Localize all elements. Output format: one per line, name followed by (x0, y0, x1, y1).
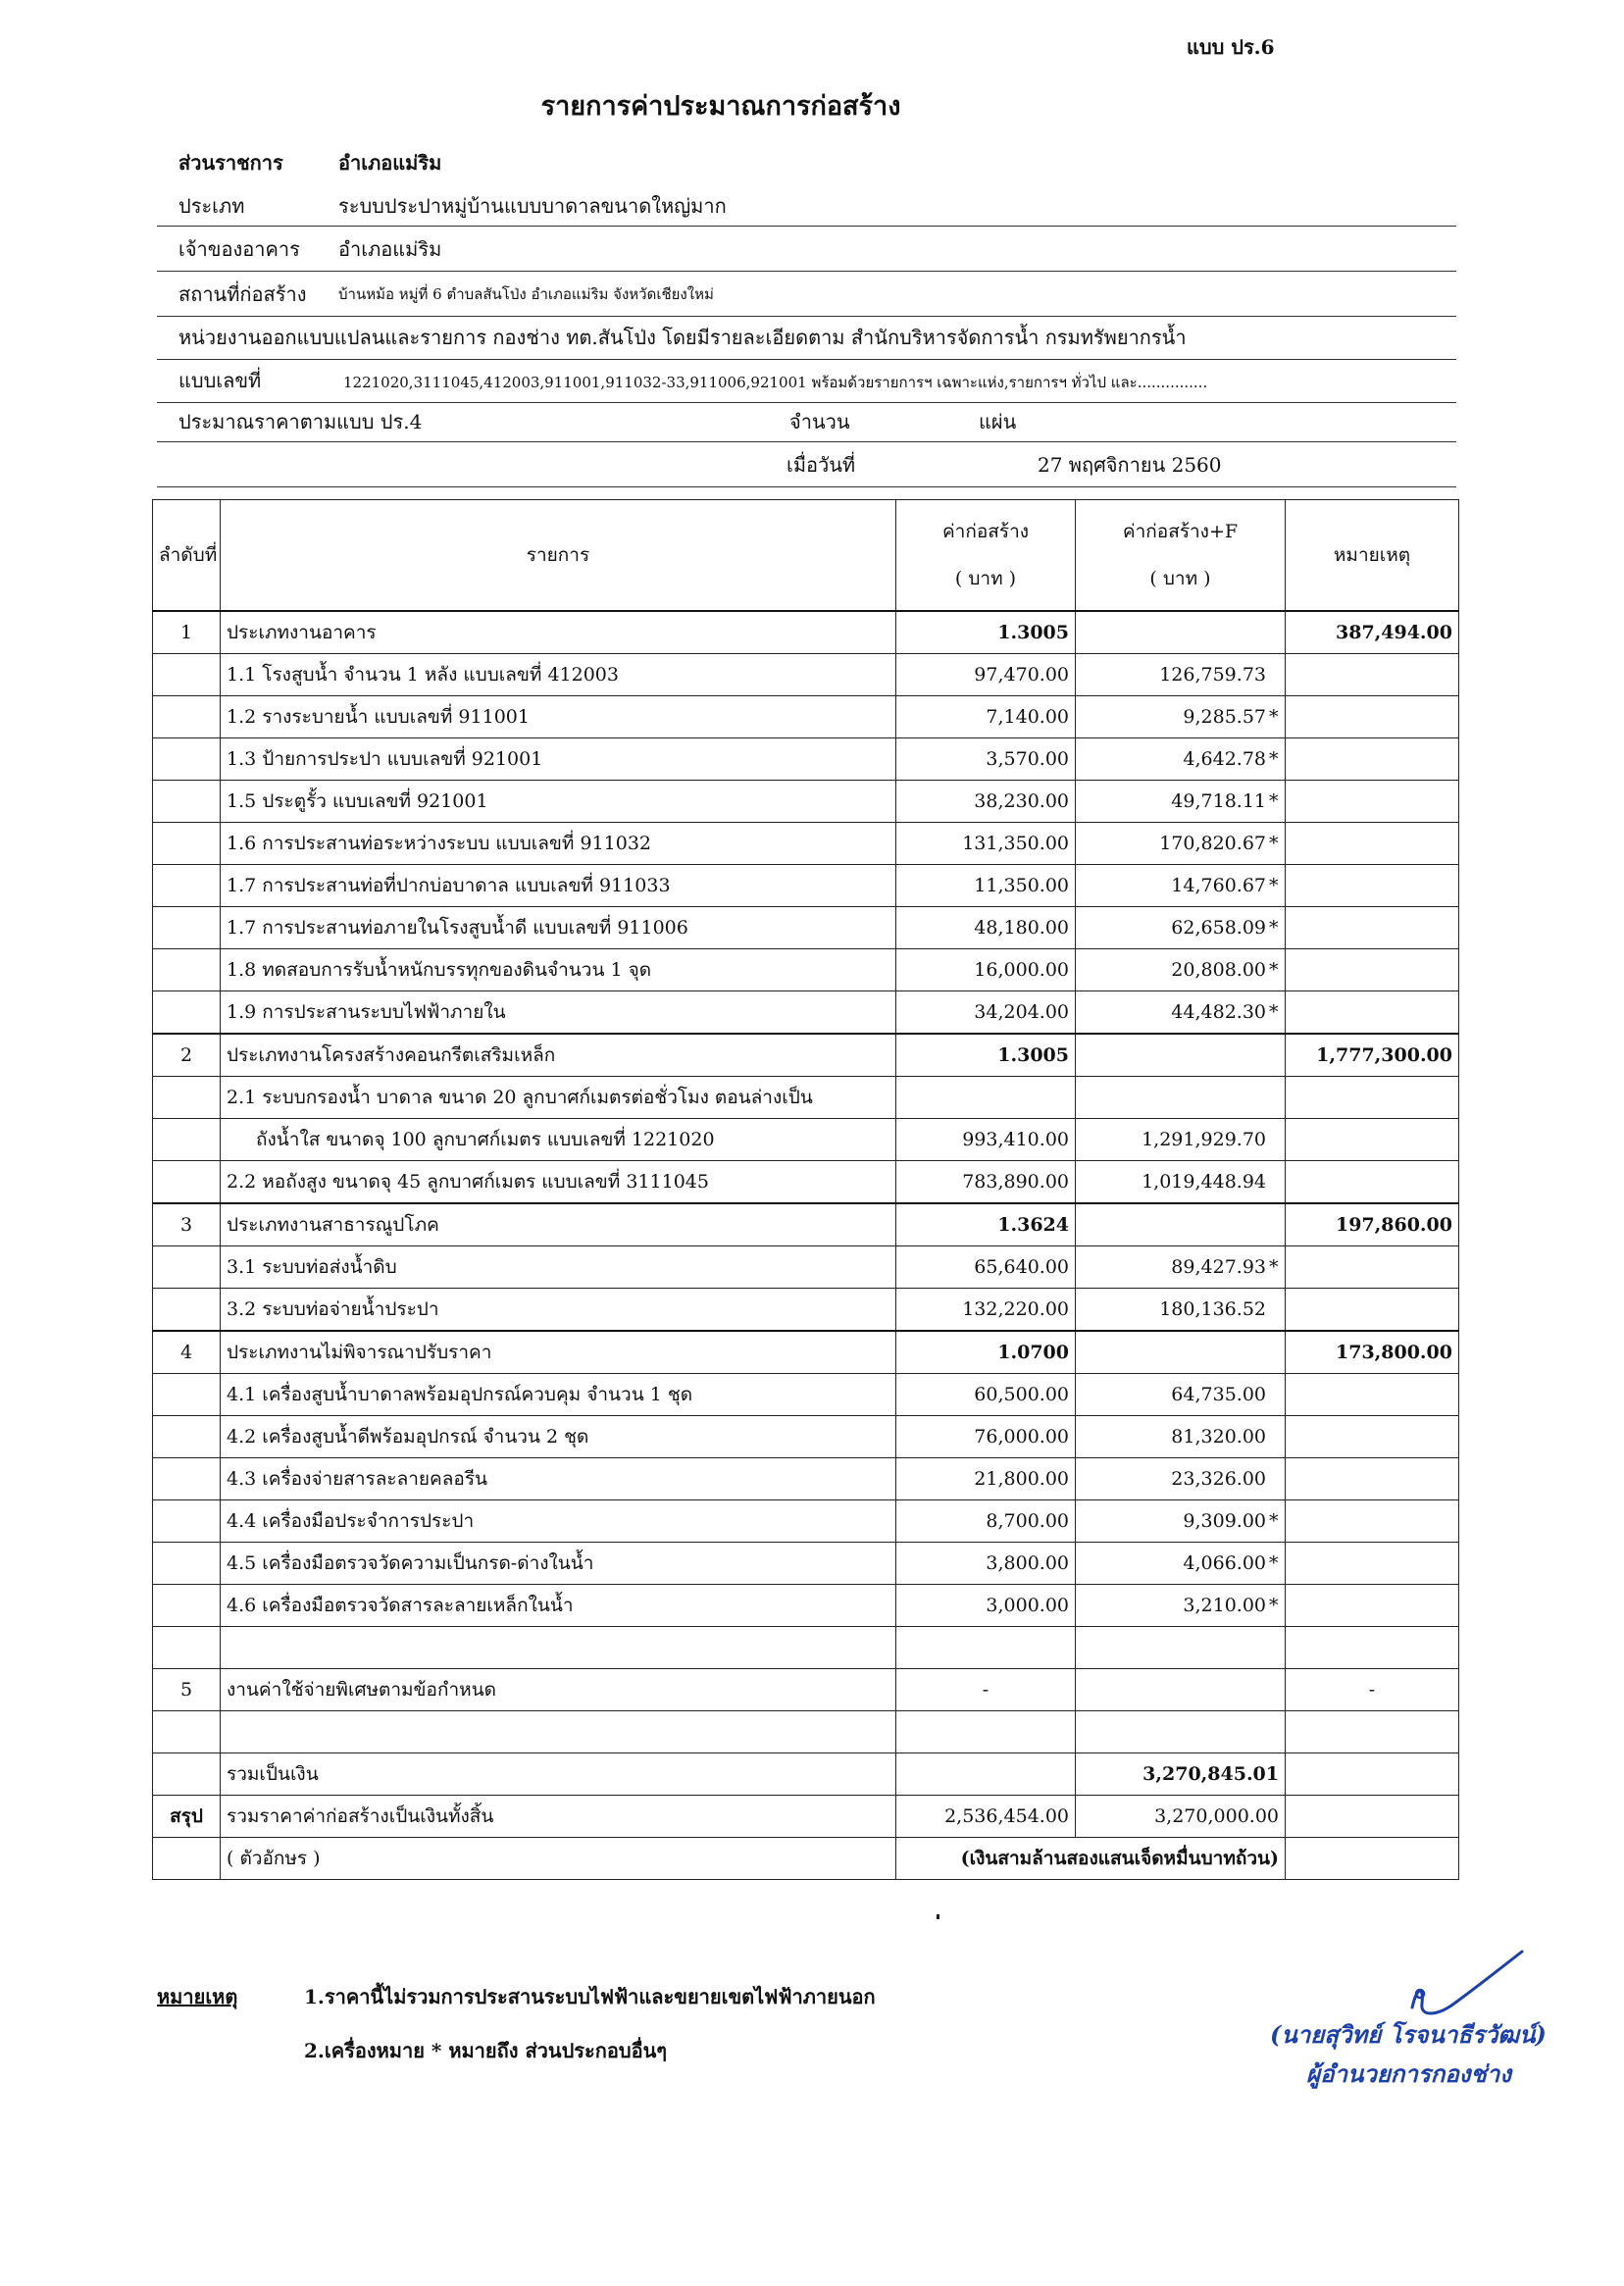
row-remark (1286, 781, 1459, 823)
row-no (153, 1543, 221, 1585)
row-cost-f (1076, 1500, 1286, 1543)
row-cost: 3,570.00 (896, 738, 1076, 781)
note-2: 2.เครื่องหมาย * หมายถึง ส่วนประกอบอื่นๆ (304, 2039, 667, 2062)
row-cost-f (1076, 1458, 1286, 1500)
date-label: เมื่อวันที่ (787, 453, 856, 477)
row-item (221, 1627, 896, 1669)
row-no (153, 1246, 221, 1289)
row-cost: 1.3005 (896, 1034, 1076, 1077)
type-row (157, 190, 1456, 227)
row-cost-f-value: 3,210.00 (1183, 1595, 1266, 1616)
row-cost-f (1076, 696, 1286, 738)
table-row (153, 1246, 1459, 1289)
row-cost: 38,230.00 (896, 781, 1076, 823)
category-row (153, 611, 1459, 654)
row-remark (1286, 1161, 1459, 1204)
document-title: รายการค่าประมาณการก่อสร้าง (540, 91, 901, 122)
row-remark: 1,777,300.00 (1286, 1034, 1459, 1077)
header-cost-f-unit: ( บาท ) (1149, 568, 1211, 589)
row-no (153, 1627, 221, 1669)
designer-row (157, 322, 1456, 360)
row-remark (1286, 991, 1459, 1035)
table-row (153, 1119, 1459, 1161)
site-value: บ้านหม้อ หมู่ที่ 6 ตำบลสันโป่ง อำเภอแม่ริม จังหวัดเชียงใหม่ (338, 285, 714, 303)
row-no (153, 696, 221, 738)
row-cost: 60,500.00 (896, 1374, 1076, 1416)
row-item: 1.7 การประสานท่อภายในโรงสูบน้ำดี แบบเลขที่ 911006 (221, 907, 896, 949)
row-item: 1.2 รางระบายน้ำ แบบเลขที่ 911001 (221, 696, 896, 738)
row-cost-f (1076, 1711, 1286, 1753)
row-no (153, 1585, 221, 1627)
row-remark: 387,494.00 (1286, 611, 1459, 654)
table-row (153, 1374, 1459, 1416)
form-code: แบบ ปร.6 (1187, 35, 1275, 59)
row-cost-f (1076, 1374, 1286, 1416)
row-star-mark: * (1269, 706, 1279, 728)
row-item: 2.2 หอถังสูง ขนาดจุ 45 ลูกบาศก์เมตร แบบเลขที่ 3111045 (221, 1161, 896, 1204)
row-cost-f-value: 9,285.57 (1183, 706, 1266, 728)
row-cost: 7,140.00 (896, 696, 1076, 738)
stray-dot (937, 1914, 939, 1919)
row-item: 1.8 ทดสอบการรับน้ำหนักบรรทุกของดินจำนวน 1 จุด (221, 949, 896, 991)
row-remark (1286, 865, 1459, 907)
row-cost-f (1076, 1627, 1286, 1669)
date-row (157, 449, 1456, 487)
row-star-mark: * (1269, 875, 1279, 896)
row-cost: 132,220.00 (896, 1289, 1076, 1332)
words-label: ( ตัวอักษร ) (221, 1838, 896, 1880)
agency-label: ส่วนราชการ (178, 151, 283, 175)
row-cost-f (1076, 1034, 1286, 1077)
header-no: ลำดับที่ (153, 500, 221, 612)
row-cost-f (1076, 1585, 1286, 1627)
row-star-mark: * (1269, 1256, 1279, 1278)
words-remark (1286, 1838, 1459, 1880)
table-row (153, 1161, 1459, 1204)
row-item: 1.1 โรงสูบน้ำ จำนวน 1 หลัง แบบเลขที่ 412003 (221, 654, 896, 696)
row-no: 3 (153, 1203, 221, 1246)
row-cost: 1.3624 (896, 1203, 1076, 1246)
table-header-row (153, 500, 1459, 612)
row-no (153, 1711, 221, 1753)
row-item: 1.5 ประตูรั้ว แบบเลขที่ 921001 (221, 781, 896, 823)
row-cost-f (1076, 654, 1286, 696)
row-remark (1286, 949, 1459, 991)
table-row (153, 991, 1459, 1035)
row-star-mark: * (1269, 1552, 1279, 1574)
row-cost: 1.3005 (896, 611, 1076, 654)
row-no (153, 781, 221, 823)
row-cost: 34,204.00 (896, 991, 1076, 1035)
signature-position: ผู้อำนวยการกองช่าง (1306, 2059, 1511, 2088)
row-star-mark: * (1269, 917, 1279, 939)
row-cost-f-value: 64,735.00 (1171, 1384, 1266, 1405)
summary-row (153, 1796, 1459, 1838)
row-cost: 11,350.00 (896, 865, 1076, 907)
row-remark (1286, 1711, 1459, 1753)
table-row (153, 1458, 1459, 1500)
row-cost-f (1076, 907, 1286, 949)
row-remark (1286, 1627, 1459, 1669)
row-no (153, 949, 221, 991)
row-item: 1.3 ป้ายการประปา แบบเลขที่ 921001 (221, 738, 896, 781)
table-row (153, 823, 1459, 865)
row-cost-f (1076, 949, 1286, 991)
table-row (153, 1627, 1459, 1669)
agency-row (157, 147, 1456, 180)
row-remark (1286, 1543, 1459, 1585)
drawing-value: 1221020,3111045,412003,911001,911032-33,911006,921001 พร้อมด้วยรายการฯ เฉพาะแห่ง,รายการฯ ทั่วไป และ............... (343, 374, 1208, 391)
words-row (153, 1838, 1459, 1880)
row-cost: 97,470.00 (896, 654, 1076, 696)
row-cost: 76,000.00 (896, 1416, 1076, 1458)
words-no (153, 1838, 221, 1880)
table-row (153, 907, 1459, 949)
owner-value: อำเภอแม่ริม (338, 237, 442, 261)
row-cost-f (1076, 865, 1286, 907)
row-remark (1286, 1374, 1459, 1416)
row-remark (1286, 654, 1459, 696)
row-item: 4.1 เครื่องสูบน้ำบาดาลพร้อมอุปกรณ์ควบคุม จำนวน 1 ชุด (221, 1374, 896, 1416)
row-item: 4.6 เครื่องมือตรวจวัดสารละลายเหล็กในน้ำ (221, 1585, 896, 1627)
row-cost: 3,800.00 (896, 1543, 1076, 1585)
row-cost-f (1076, 823, 1286, 865)
table-row (153, 1711, 1459, 1753)
row-cost-f-value: 20,808.00 (1171, 959, 1266, 981)
signature-block (1265, 1947, 1599, 2104)
row-star-mark: * (1269, 790, 1279, 812)
row-remark (1286, 1289, 1459, 1332)
row-no: 1 (153, 611, 221, 654)
row-cost-f (1076, 1416, 1286, 1458)
table-summary (153, 1753, 1459, 1880)
summary-no: สรุป (153, 1796, 221, 1838)
row-no (153, 1416, 221, 1458)
estimate-table (152, 499, 1459, 1880)
row-item: 3.2 ระบบท่อจ่ายน้ำประปา (221, 1289, 896, 1332)
row-star-mark: * (1269, 1595, 1279, 1616)
row-no (153, 823, 221, 865)
row-remark (1286, 1458, 1459, 1500)
row-star-mark: * (1269, 959, 1279, 981)
row-remark (1286, 1416, 1459, 1458)
row-star-mark: * (1269, 1510, 1279, 1532)
header-remark: หมายเหตุ (1286, 500, 1459, 612)
table-row (153, 949, 1459, 991)
summary-remark (1286, 1796, 1459, 1838)
estimate-row (157, 406, 1456, 442)
row-item: 3.1 ระบบท่อส่งน้ำดิบ (221, 1246, 896, 1289)
summary-label: รวมราคาค่าก่อสร้างเป็นเงินทั้งสิ้น (221, 1796, 896, 1838)
row-item: ประเภทงานอาคาร (221, 611, 896, 654)
row-remark (1286, 907, 1459, 949)
note-1: 1.ราคานี้ไม่รวมการประสานระบบไฟฟ้าและขยายเขตไฟฟ้าภายนอก (304, 1985, 876, 2008)
row-cost-f (1076, 1119, 1286, 1161)
total-no (153, 1753, 221, 1796)
row-star-mark: * (1269, 748, 1279, 770)
row-no (153, 1289, 221, 1332)
notes-label: หมายเหตุ (157, 1985, 238, 2008)
total-cost (896, 1753, 1076, 1796)
row-item (221, 1711, 896, 1753)
category-row (153, 1669, 1459, 1711)
row-cost: 1.0700 (896, 1331, 1076, 1374)
table-body (153, 611, 1459, 1753)
row-cost (896, 1711, 1076, 1753)
site-row (157, 279, 1456, 317)
row-cost-f (1076, 1331, 1286, 1374)
row-cost-f-value: 23,326.00 (1171, 1468, 1266, 1490)
header-cost-f (1076, 500, 1286, 612)
row-cost (896, 1077, 1076, 1119)
row-cost-f-value: 81,320.00 (1171, 1426, 1266, 1448)
row-cost-f-value: 4,642.78 (1183, 748, 1266, 770)
table-row (153, 1416, 1459, 1458)
total-label: รวมเป็นเงิน (221, 1753, 896, 1796)
row-cost: - (896, 1669, 1076, 1711)
row-item: 2.1 ระบบกรองน้ำ บาดาล ขนาด 20 ลูกบาศก์เมตรต่อชั่วโมง ตอนล่างเป็น (221, 1077, 896, 1119)
table-row (153, 738, 1459, 781)
table-row (153, 1289, 1459, 1332)
owner-label: เจ้าของอาคาร (178, 237, 300, 261)
designer-text: หน่วยงานออกแบบแปลนและรายการ กองช่าง ทต.สันโป่ง โดยมีรายละเอียดตาม สำนักบริหารจัดการน้ำ กรมทรัพยากรน้ำ (178, 326, 1187, 349)
row-item: 4.3 เครื่องจ่ายสารละลายคลอรีน (221, 1458, 896, 1500)
summary-cost: 2,536,454.00 (896, 1796, 1076, 1838)
row-item: ถังน้ำใส ขนาดจุ 100 ลูกบาศก์เมตร แบบเลขที่ 1221020 (221, 1119, 896, 1161)
row-remark (1286, 1246, 1459, 1289)
row-cost-f (1076, 1543, 1286, 1585)
row-cost-f-value: 14,760.67 (1171, 875, 1266, 896)
row-cost-f (1076, 611, 1286, 654)
row-cost-f-value: 9,309.00 (1183, 1510, 1266, 1532)
table-row (153, 1077, 1459, 1119)
table-row (153, 654, 1459, 696)
row-no (153, 1119, 221, 1161)
row-remark (1286, 738, 1459, 781)
row-cost-f-value: 49,718.11 (1171, 790, 1266, 812)
type-value: ระบบประปาหมู่บ้านแบบบาดาลขนาดใหญ่มาก (338, 194, 727, 218)
category-row (153, 1331, 1459, 1374)
row-cost-f (1076, 991, 1286, 1035)
table-row (153, 1585, 1459, 1627)
row-remark (1286, 1119, 1459, 1161)
summary-cost-f: 3,270,000.00 (1076, 1796, 1286, 1838)
row-cost-f (1076, 1246, 1286, 1289)
row-remark (1286, 1500, 1459, 1543)
row-remark (1286, 696, 1459, 738)
site-label: สถานที่ก่อสร้าง (178, 282, 307, 306)
row-cost-f-value: 180,136.52 (1159, 1298, 1266, 1320)
row-remark (1286, 1077, 1459, 1119)
row-cost-f-value: 44,482.30 (1171, 1001, 1266, 1023)
words-value: (เงินสามล้านสองแสนเจ็ดหมื่นบาทถ้วน) (896, 1838, 1286, 1880)
row-item: 1.9 การประสานระบบไฟฟ้าภายใน (221, 991, 896, 1035)
signature-name: (นายสุวิทย์ โรจนาธีรวัฒน์) (1270, 2020, 1547, 2049)
row-no (153, 865, 221, 907)
row-item: ประเภทงานสาธารณูปโภค (221, 1203, 896, 1246)
row-item: ประเภทงานไม่พิจารณาปรับราคา (221, 1331, 896, 1374)
row-remark: - (1286, 1669, 1459, 1711)
total-value: 3,270,845.01 (1076, 1753, 1286, 1796)
signature-scribble (1265, 1947, 1599, 2025)
row-no (153, 1458, 221, 1500)
table-row (153, 696, 1459, 738)
row-star-mark: * (1269, 1001, 1279, 1023)
total-remark (1286, 1753, 1459, 1796)
row-cost-f (1076, 1077, 1286, 1119)
row-no: 4 (153, 1331, 221, 1374)
row-cost-f (1076, 1203, 1286, 1246)
row-cost-f-value: 170,820.67 (1159, 833, 1266, 854)
header-cost-f-label: ค่าก่อสร้าง+F (1122, 521, 1239, 542)
row-item: 4.5 เครื่องมือตรวจวัดความเป็นกรด-ด่างในน้ำ (221, 1543, 896, 1585)
row-cost: 131,350.00 (896, 823, 1076, 865)
row-cost: 8,700.00 (896, 1500, 1076, 1543)
date-value: 27 พฤศจิกายน 2560 (1038, 453, 1222, 477)
row-cost: 783,890.00 (896, 1161, 1076, 1204)
header-item: รายการ (221, 500, 896, 612)
drawing-row (157, 365, 1456, 403)
row-no (153, 1161, 221, 1204)
row-no (153, 991, 221, 1035)
row-no: 2 (153, 1034, 221, 1077)
row-remark: 173,800.00 (1286, 1331, 1459, 1374)
row-no (153, 1500, 221, 1543)
row-no (153, 907, 221, 949)
row-remark: 197,860.00 (1286, 1203, 1459, 1246)
header-cost (896, 500, 1076, 612)
row-cost-f (1076, 1161, 1286, 1204)
agency-value: อำเภอแม่ริม (338, 151, 442, 175)
row-cost-f-value: 126,759.73 (1159, 664, 1266, 686)
row-cost-f (1076, 1669, 1286, 1711)
row-item: 1.7 การประสานท่อที่ปากบ่อบาดาล แบบเลขที่ 911033 (221, 865, 896, 907)
header-cost-unit: ( บาท ) (954, 568, 1017, 589)
row-cost: 48,180.00 (896, 907, 1076, 949)
row-cost: 16,000.00 (896, 949, 1076, 991)
row-cost-f (1076, 781, 1286, 823)
row-cost-f-value: 4,066.00 (1183, 1552, 1266, 1574)
row-item: ประเภทงานโครงสร้างคอนกรีตเสริมเหล็ก (221, 1034, 896, 1077)
row-cost-f-value: 89,427.93 (1171, 1256, 1266, 1278)
row-item: 1.6 การประสานท่อระหว่างระบบ แบบเลขที่ 911032 (221, 823, 896, 865)
row-no (153, 1374, 221, 1416)
row-cost-f-value: 62,658.09 (1171, 917, 1266, 939)
row-cost-f-value: 1,019,448.94 (1142, 1171, 1266, 1193)
estimate-label: ประมาณราคาตามแบบ ปร.4 (178, 410, 423, 433)
row-no: 5 (153, 1669, 221, 1711)
row-item: 4.2 เครื่องสูบน้ำดีพร้อมอุปกรณ์ จำนวน 2 ชุด (221, 1416, 896, 1458)
row-remark (1286, 1585, 1459, 1627)
row-cost-f (1076, 738, 1286, 781)
table-row (153, 1543, 1459, 1585)
category-row (153, 1203, 1459, 1246)
table-row (153, 865, 1459, 907)
header-cost-label: ค่าก่อสร้าง (941, 521, 1030, 542)
quantity-label: จำนวน (789, 410, 850, 433)
type-label: ประเภท (178, 194, 245, 218)
sheets-label: แผ่น (979, 410, 1017, 433)
row-cost: 21,800.00 (896, 1458, 1076, 1500)
row-cost-f-value: 1,291,929.70 (1142, 1129, 1266, 1150)
owner-row (157, 233, 1456, 272)
total-row (153, 1753, 1459, 1796)
row-no (153, 1077, 221, 1119)
row-cost: 993,410.00 (896, 1119, 1076, 1161)
row-cost: 65,640.00 (896, 1246, 1076, 1289)
row-star-mark: * (1269, 833, 1279, 854)
category-row (153, 1034, 1459, 1077)
row-no (153, 654, 221, 696)
row-item: งานค่าใช้จ่ายพิเศษตามข้อกำหนด (221, 1669, 896, 1711)
row-no (153, 738, 221, 781)
row-cost (896, 1627, 1076, 1669)
row-cost: 3,000.00 (896, 1585, 1076, 1627)
drawing-label: แบบเลขที่ (178, 369, 262, 392)
row-cost-f (1076, 1289, 1286, 1332)
table-row (153, 781, 1459, 823)
row-remark (1286, 823, 1459, 865)
table-row (153, 1500, 1459, 1543)
row-item: 4.4 เครื่องมือประจำการประปา (221, 1500, 896, 1543)
